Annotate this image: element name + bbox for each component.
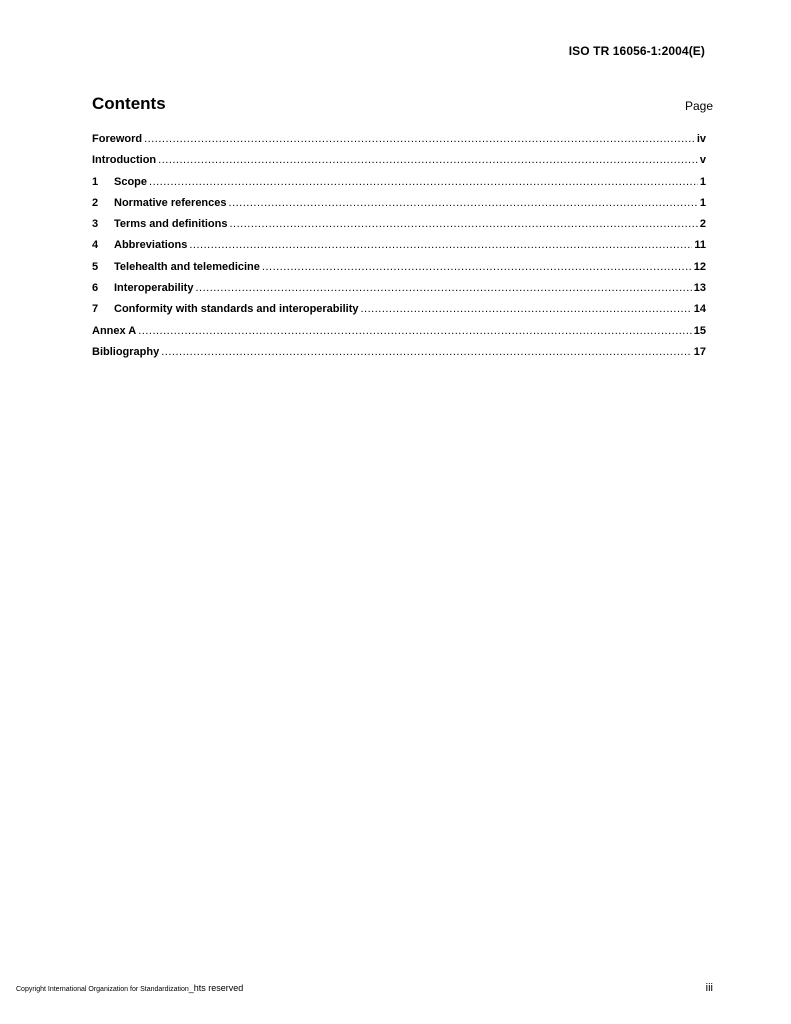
- toc-entry-page: 11: [694, 239, 706, 252]
- toc-dot-leader: [161, 346, 692, 358]
- toc-entry-title: Normative references: [114, 196, 227, 209]
- toc-entry-page: 15: [693, 324, 706, 337]
- toc-dot-leader: [144, 133, 695, 145]
- toc-dot-leader: [138, 325, 692, 337]
- toc-entry-number: 2: [92, 196, 99, 209]
- toc-entry-page: 13: [693, 282, 706, 295]
- toc-entry-page: 12: [693, 260, 706, 273]
- toc-entry-number: 7: [92, 303, 99, 316]
- toc-entry-page: 1: [699, 175, 706, 188]
- toc-entry-page: 14: [693, 303, 706, 316]
- toc-entry-title: Annex A: [92, 324, 137, 337]
- document-identifier: ISO TR 16056-1:2004(E): [568, 44, 705, 58]
- toc-entry[interactable]: [92, 346, 706, 367]
- toc-dot-leader: [158, 154, 698, 166]
- page-column-heading: Page: [684, 99, 713, 113]
- toc-dot-leader: [149, 176, 698, 188]
- toc-entry-title: Interoperability: [114, 282, 194, 295]
- toc-entry-number: 5: [92, 260, 99, 273]
- toc-entry-title: Scope: [114, 175, 148, 188]
- toc-entry[interactable]: [92, 218, 706, 239]
- toc-entry-number: 4: [92, 239, 99, 252]
- toc-entry[interactable]: [92, 197, 706, 218]
- toc-entry-title: Introduction: [92, 154, 157, 167]
- toc-entry-title: Terms and definitions: [114, 218, 228, 231]
- toc-entry-title: Abbreviations: [114, 239, 188, 252]
- toc-entry-title: Telehealth and telemedicine: [114, 260, 260, 273]
- toc-entry-number: 1: [92, 175, 99, 188]
- toc-entry-title: Bibliography: [92, 345, 160, 358]
- toc-entry-number: 6: [92, 282, 99, 295]
- toc-dot-leader: [262, 261, 692, 273]
- toc-entry[interactable]: [92, 282, 706, 303]
- toc-entry[interactable]: [92, 154, 706, 175]
- toc-entry-number: 3: [92, 218, 99, 231]
- toc-entry[interactable]: [92, 176, 706, 197]
- toc-entry-page: iv: [696, 133, 706, 145]
- toc-entry-page: 1: [699, 196, 706, 209]
- toc-entry[interactable]: [92, 303, 706, 324]
- table-of-contents: [92, 133, 706, 367]
- toc-dot-leader: [229, 197, 698, 209]
- toc-dot-leader: [229, 218, 697, 230]
- toc-entry-page: 2: [699, 218, 706, 231]
- copyright-text: Copyright International Organization for Standardization: [16, 986, 189, 993]
- toc-entry[interactable]: [92, 325, 706, 346]
- toc-dot-leader: [360, 303, 691, 315]
- toc-entry[interactable]: [92, 261, 706, 282]
- copyright-tail: _hts reserved: [188, 983, 244, 993]
- footer-page-number: iii: [705, 982, 713, 994]
- toc-entry[interactable]: [92, 133, 706, 154]
- contents-title: Contents: [92, 94, 166, 113]
- footer-copyright: [16, 983, 243, 993]
- toc-entry-title: Foreword: [92, 133, 143, 145]
- toc-entry[interactable]: [92, 239, 706, 260]
- toc-entry-title: Conformity with standards and interoperability: [114, 303, 359, 316]
- toc-dot-leader: [195, 282, 691, 294]
- toc-dot-leader: [189, 239, 692, 251]
- toc-entry-page: 17: [693, 345, 706, 358]
- toc-entry-page: v: [699, 154, 706, 167]
